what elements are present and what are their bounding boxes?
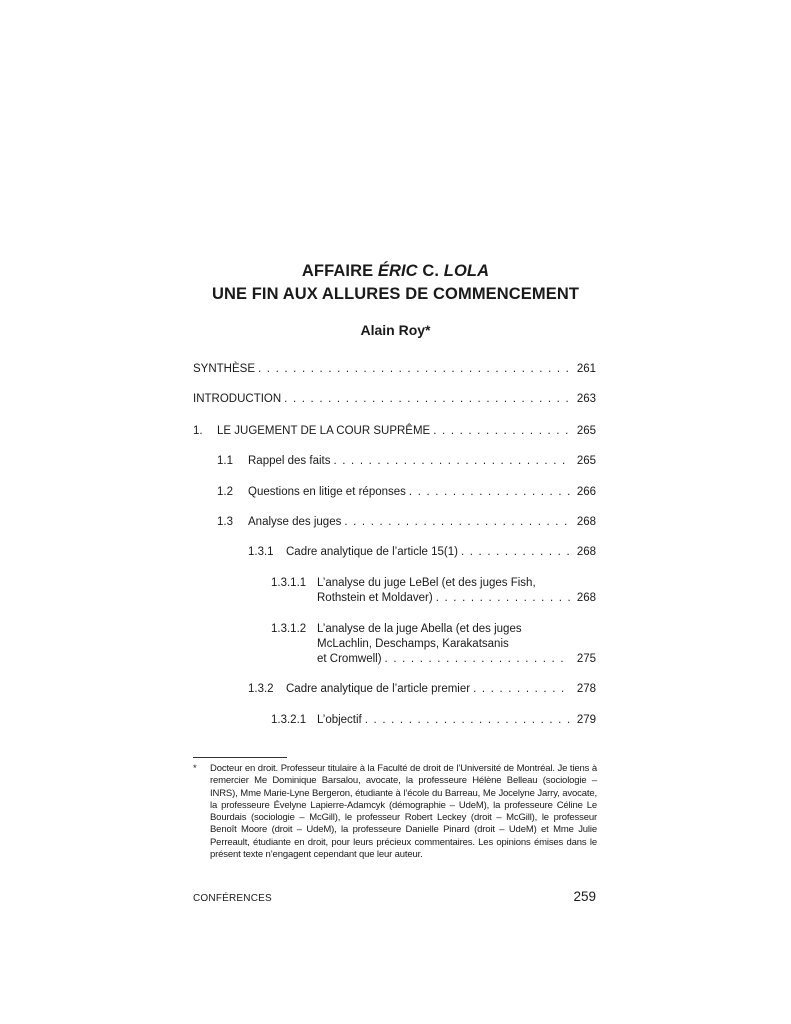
toc-leader-dots bbox=[365, 712, 570, 729]
toc-leader-dots bbox=[436, 590, 570, 607]
toc-entry-label: Rappel des faits bbox=[248, 455, 331, 467]
toc-entry-page: 266 bbox=[576, 486, 596, 498]
toc-entry-1-3-2-1[interactable] bbox=[271, 712, 596, 729]
toc-entry-1-3[interactable] bbox=[217, 514, 596, 531]
footnote-marker: * bbox=[193, 763, 197, 774]
title-versus: C. bbox=[417, 262, 444, 280]
toc-entry-number: 1. bbox=[193, 425, 203, 437]
toc-leader-dots bbox=[284, 391, 570, 408]
toc-entry-page: 268 bbox=[576, 592, 596, 604]
toc-leader-dots bbox=[473, 681, 570, 698]
toc-entry-label: Cadre analytique de l’article 15(1) bbox=[286, 546, 458, 558]
toc-entry-number: 1.1 bbox=[217, 455, 233, 467]
toc-entry-page: 279 bbox=[576, 714, 596, 726]
toc-entry-1-2[interactable] bbox=[217, 484, 596, 501]
toc-entry-number: 1.3.2 bbox=[248, 683, 274, 695]
footnote-divider bbox=[193, 757, 287, 758]
toc-entry-label: Analyse des juges bbox=[248, 516, 342, 528]
toc-entry-page: 278 bbox=[576, 683, 596, 695]
toc-entry-1[interactable] bbox=[193, 423, 596, 440]
toc-entry-label: SYNTHÈSE bbox=[193, 363, 255, 375]
toc-entry-page: 263 bbox=[576, 393, 596, 405]
author-name: Alain Roy* bbox=[360, 322, 431, 338]
toc-entry-label: LE JUGEMENT DE LA COUR SUPRÊME bbox=[217, 425, 431, 437]
article-title-line-1 bbox=[0, 262, 791, 281]
toc-entry-page: 265 bbox=[576, 425, 596, 437]
toc-entry-page: 268 bbox=[576, 516, 596, 528]
toc-entry-number: 1.2 bbox=[217, 486, 233, 498]
toc-leader-dots bbox=[258, 361, 570, 378]
footer-section-label: CONFÉRENCES bbox=[193, 893, 272, 904]
toc-entry-page: 268 bbox=[576, 546, 596, 558]
title-party-1: ÉRIC bbox=[377, 262, 418, 280]
toc-entry-number: 1.3 bbox=[217, 516, 233, 528]
toc-entry-label-line-2: McLachlin, Deschamps, Karakatsanis bbox=[317, 638, 509, 650]
toc-leader-dots bbox=[344, 514, 570, 531]
toc-entry-introduction[interactable] bbox=[193, 391, 596, 408]
page-number: 259 bbox=[573, 889, 596, 904]
toc-entry-label: L’objectif bbox=[317, 714, 362, 726]
toc-entry-page: 275 bbox=[576, 653, 596, 665]
toc-entry-synthese[interactable] bbox=[193, 361, 596, 378]
toc-leader-dots bbox=[461, 544, 570, 561]
toc-entry-number: 1.3.1 bbox=[248, 546, 274, 558]
toc-leader-dots bbox=[433, 423, 570, 440]
title-party-2: LOLA bbox=[443, 262, 490, 280]
toc-entry-label: INTRODUCTION bbox=[193, 393, 282, 405]
toc-entry-label-line-1: L’analyse de la juge Abella (et des juges bbox=[317, 623, 522, 635]
toc-entry-label: et Cromwell) bbox=[317, 653, 382, 665]
toc-entry-last-line bbox=[317, 590, 596, 607]
toc-entry-last-line bbox=[317, 651, 596, 668]
toc-entry-label: Rothstein et Moldaver) bbox=[317, 592, 433, 604]
toc-entry-page: 265 bbox=[576, 455, 596, 467]
toc-leader-dots bbox=[409, 484, 570, 501]
title-prefix: AFFAIRE bbox=[301, 262, 378, 280]
footnote-text: Docteur en droit. Professeur titulaire à la Faculté de droit de l’Université de Montréal. Je tiens à remercier Me Dominique Barsalou, avocate, la professeure Hélène Belleau (sociologie – INRS), Mme Marie-Lyne Bergeron, étudiante à l’école du Barreau, Me Jocelyne Jarry, avocate, la professeure Évelyne Lapierre-Adamcyk (démographie – UdeM), la professeure Céline Le Bourdais (sociologie – McGill), le professeur Robert Leckey (droit – McGill), le professeur Benoît Moore (droit – UdeM), la professeure Danielle Pinard (droit – UdeM) et Mme Julie Perreault, étudiante en droit, pour leurs précieux commentaires. Les opinions émises dans le présent texte n’engagent cependant que leur auteur. bbox=[210, 763, 597, 860]
toc-entry-number: 1.3.1.1 bbox=[271, 577, 307, 589]
toc-entry-page: 261 bbox=[576, 363, 596, 375]
toc-entry-1-3-2[interactable] bbox=[248, 681, 596, 698]
toc-entry-label: Cadre analytique de l’article premier bbox=[286, 683, 471, 695]
toc-entry-number: 1.3.2.1 bbox=[271, 714, 307, 726]
toc-entry-label: Questions en litige et réponses bbox=[248, 486, 406, 498]
toc-entry-1-3-1[interactable] bbox=[248, 544, 596, 561]
toc-entry-number: 1.3.1.2 bbox=[271, 623, 307, 635]
toc-leader-dots bbox=[333, 453, 570, 470]
toc-entry-label-line-1: L’analyse du juge LeBel (et des juges Fish, bbox=[317, 577, 536, 589]
toc-entry-1-1[interactable] bbox=[217, 453, 596, 470]
article-title-line-2: UNE FIN AUX ALLURES DE COMMENCEMENT bbox=[211, 285, 580, 303]
toc-leader-dots bbox=[385, 651, 570, 668]
